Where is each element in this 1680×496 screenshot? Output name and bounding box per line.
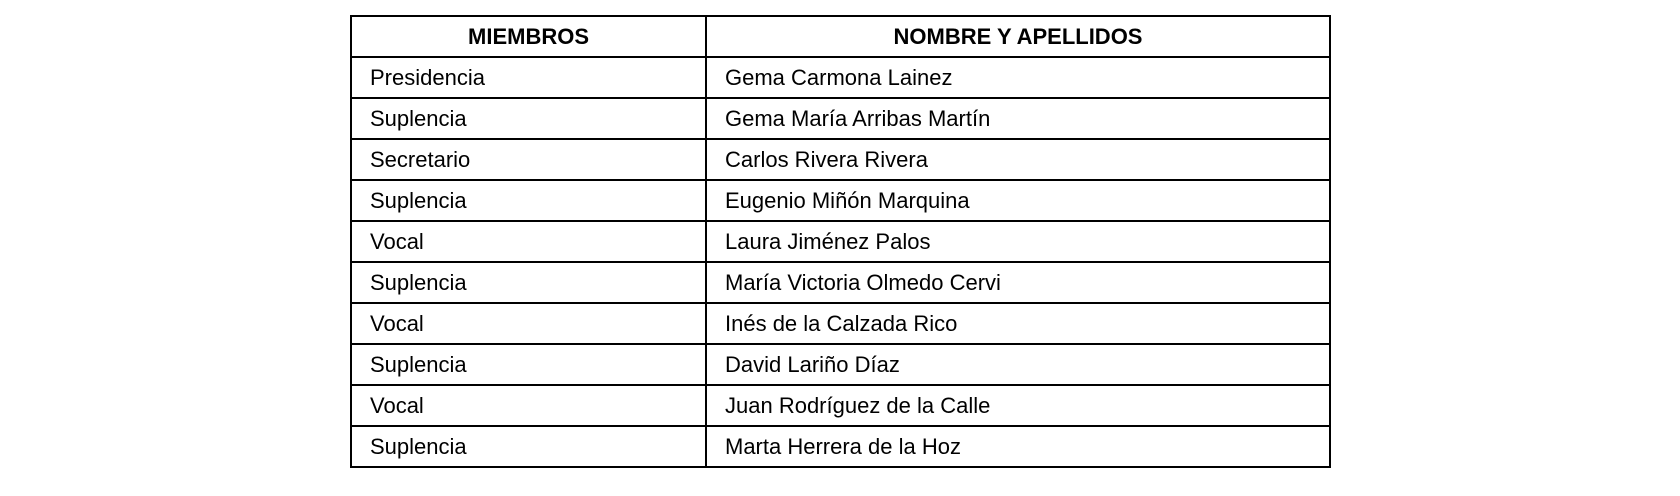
table-row	[351, 344, 1330, 385]
table-body	[351, 57, 1330, 467]
member-role-cell: Suplencia	[351, 98, 706, 139]
table-row	[351, 221, 1330, 262]
table-row	[351, 303, 1330, 344]
member-name-cell: Eugenio Miñón Marquina	[706, 180, 1330, 221]
member-name-cell: Carlos Rivera Rivera	[706, 139, 1330, 180]
table-row	[351, 98, 1330, 139]
member-role-cell: Suplencia	[351, 262, 706, 303]
member-role-cell: Vocal	[351, 221, 706, 262]
header-miembros: MIEMBROS	[351, 16, 706, 57]
table-row	[351, 385, 1330, 426]
table-header	[351, 16, 1330, 57]
table-row	[351, 139, 1330, 180]
member-name-cell: María Victoria Olmedo Cervi	[706, 262, 1330, 303]
member-role-cell: Vocal	[351, 385, 706, 426]
member-name-cell: David Lariño Díaz	[706, 344, 1330, 385]
table-row	[351, 57, 1330, 98]
member-name-cell: Marta Herrera de la Hoz	[706, 426, 1330, 467]
members-table	[350, 15, 1331, 468]
member-role-cell: Vocal	[351, 303, 706, 344]
table-row	[351, 180, 1330, 221]
member-name-cell: Laura Jiménez Palos	[706, 221, 1330, 262]
member-role-cell: Suplencia	[351, 344, 706, 385]
member-role-cell: Suplencia	[351, 426, 706, 467]
member-name-cell: Gema María Arribas Martín	[706, 98, 1330, 139]
header-row	[351, 16, 1330, 57]
table-row	[351, 262, 1330, 303]
table-row	[351, 426, 1330, 467]
member-name-cell: Inés de la Calzada Rico	[706, 303, 1330, 344]
header-nombre-y-apellidos: NOMBRE Y APELLIDOS	[706, 16, 1330, 57]
member-name-cell: Juan Rodríguez de la Calle	[706, 385, 1330, 426]
member-name-cell: Gema Carmona Lainez	[706, 57, 1330, 98]
member-role-cell: Presidencia	[351, 57, 706, 98]
member-role-cell: Secretario	[351, 139, 706, 180]
member-role-cell: Suplencia	[351, 180, 706, 221]
